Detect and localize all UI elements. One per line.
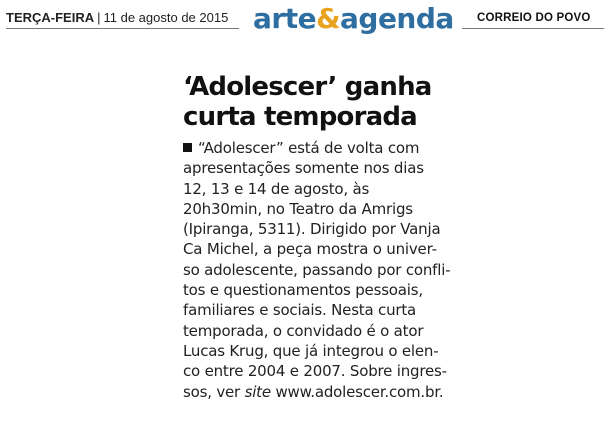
page-header (0, 0, 611, 44)
website-url: www.adolescer.com.br. (270, 382, 444, 401)
body-line: 20h30min, no Teatro da Amrigs (183, 199, 413, 218)
article-body (183, 138, 468, 402)
body-line-prefix: sos, ver (183, 382, 245, 401)
article (183, 72, 468, 402)
date-text: 11 de agosto de 2015 (103, 10, 229, 25)
weekday: TERÇA-FEIRA (6, 10, 95, 25)
body-line: Ca Michel, a peça mostra o univer- (183, 240, 437, 259)
section-title (253, 2, 454, 35)
article-headline (183, 72, 468, 132)
date-separator: | (97, 10, 101, 25)
header-rule-right (462, 28, 604, 29)
body-line: so adolescente, passando por conflі- (183, 260, 451, 279)
newspaper-name: CORREIO DO POVO (477, 12, 591, 24)
body-line-last (183, 382, 468, 402)
body-line: 12, 13 e 14 de agosto, às (183, 179, 370, 198)
header-rule-left (6, 28, 239, 29)
body-line: apresentações somente nos dias (183, 159, 424, 178)
headline-line: ‘Adolescer’ ganha (183, 72, 432, 102)
issue-date (6, 10, 228, 25)
section-title-arte: arte (253, 2, 317, 35)
body-line: familiares e sociais. Nesta curta (183, 301, 417, 320)
body-line: (Ipiranga, 5311). Dirigido por Vanja (183, 220, 441, 239)
section-title-ampersand: & (316, 2, 340, 35)
body-line: Lucas Krug, que já integrou o elen- (183, 341, 439, 360)
headline-line: curta temporada (183, 102, 417, 132)
section-title-agenda: agenda (340, 2, 454, 35)
site-word: site (244, 382, 271, 401)
body-line: temporada, o convidado é o ator (183, 321, 424, 340)
square-bullet-icon (183, 143, 192, 152)
body-line: tos e questionamentos pessoais, (183, 281, 423, 300)
body-line: co entre 2004 e 2007. Sobre ingres- (183, 362, 447, 381)
body-line (183, 138, 468, 158)
body-line-text: “Adolescer” está de volta com (198, 139, 420, 157)
